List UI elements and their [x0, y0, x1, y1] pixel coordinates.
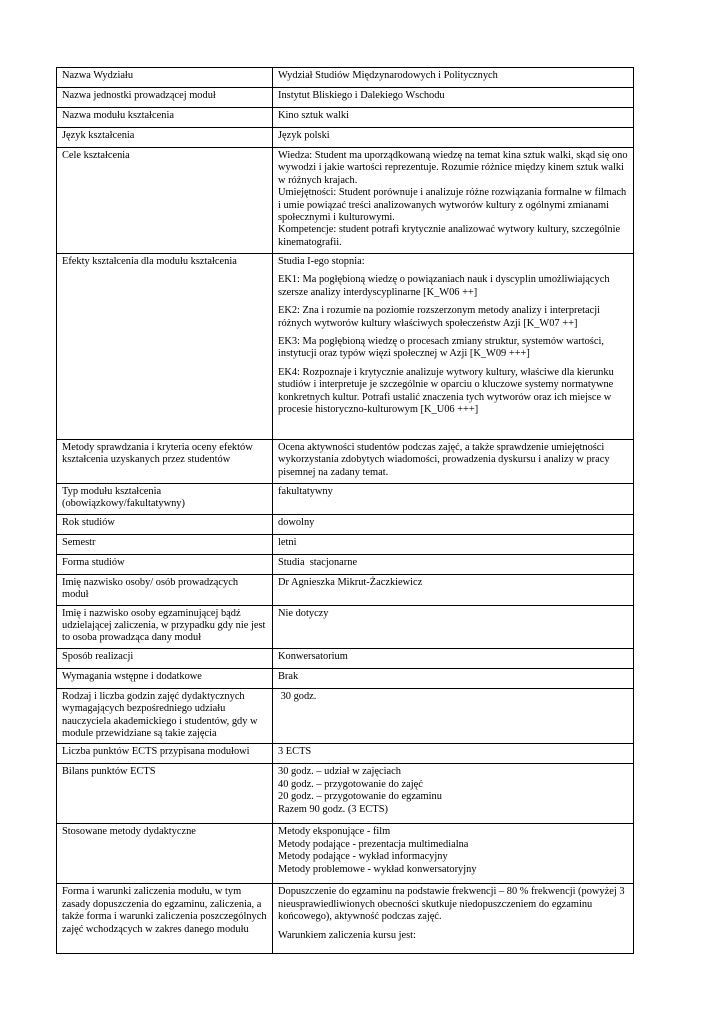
row-value: fakultatywny [273, 484, 634, 515]
row-value: Brak [273, 668, 634, 688]
row-value: Dr Agnieszka Mikrut-Żaczkiewicz [273, 574, 634, 605]
value-paragraph: EK1: Ma pogłębioną wiedzę o powiązaniach nauk i dyscyplin umożliwiających szersze analizy interdyscyplinarne [K_W06 ++] [278, 274, 610, 298]
row-value [273, 254, 634, 440]
table-row [57, 534, 634, 554]
row-label: Forma studiów [57, 554, 273, 574]
row-label: Rodzaj i liczba godzin zajęć dydaktycznych wymagających bezpośredniego udziału nauczyciela akademickiego i studentów, gdy w module przewidziane są takie zajęcia [57, 688, 273, 744]
table-row [57, 88, 634, 108]
row-value: 30 godz. [273, 688, 634, 744]
syllabus-table [56, 67, 634, 954]
row-label: Stosowane metody dydaktyczne [57, 824, 273, 884]
row-label: Liczba punktów ECTS przypisana modułowi [57, 744, 273, 764]
row-label: Efekty kształcenia dla modułu kształcenia [57, 254, 273, 440]
row-value: Język polski [273, 128, 634, 148]
row-label: Metody sprawdzania i kryteria oceny efektów kształcenia uzyskanych przez studentów [57, 440, 273, 484]
table-row [57, 128, 634, 148]
table-row [57, 554, 634, 574]
value-line: Umiejętności: Student porównuje i analizuje różne rozwiązania formalne w filmach i umie powiązać treści analizowanych wytworów kultury z ogólnymi zmianami społecznymi i kulturowymi. [278, 187, 627, 224]
row-value: Wydział Studiów Międzynarodowych i Politycznych [273, 68, 634, 88]
row-value [273, 148, 634, 254]
row-value: Konwersatorium [273, 648, 634, 668]
value-line: Metody problemowe - wykład konwersatoryjny [278, 863, 477, 875]
row-value [273, 824, 634, 884]
value-paragraph: EK3: Ma pogłębioną wiedzę o procesach zmiany struktur, systemów wartości, instytucji oraz typów więzi społecznej w Azji [K_W09 +++] [278, 336, 604, 360]
row-label: Wymagania wstępne i dodatkowe [57, 668, 273, 688]
table-row [57, 648, 634, 668]
table-row [57, 440, 634, 484]
value-line: 40 godz. – przygotowanie do zajęć [278, 778, 423, 790]
table-row [57, 148, 634, 254]
row-label: Imię nazwisko osoby/ osób prowadzących moduł [57, 574, 273, 605]
row-label: Imię i nazwisko osoby egzaminującej bądź udzielającej zaliczenia, w przypadku gdy nie jest to osoba prowadząca dany moduł [57, 605, 273, 648]
value-paragraph: Warunkiem zaliczenia kursu jest: [278, 929, 416, 941]
row-value: letni [273, 534, 634, 554]
table-row [57, 574, 634, 605]
row-value [273, 764, 634, 824]
value-paragraph: EK4: Rozpoznaje i krytycznie analizuje wytwory kultury, właściwe dla kierunku studiów i interpretuje je szczególnie w oparciu o kluczowe systemy normatywne konkretnych kultur. Potrafi ustalić znaczenia tych wytworów oraz ich miejsce w procesie historyczno-kulturowym [K_U06 +++] [278, 366, 614, 416]
value-paragraph: EK2: Zna i rozumie na poziomie rozszerzonym metody analizy i interpretacji różnych wytworów kultury właściwych społeczeństw Azji [K_W07 ++] [278, 305, 600, 329]
row-label: Nazwa jednostki prowadzącej moduł [57, 88, 273, 108]
row-value: Kino sztuk walki [273, 108, 634, 128]
table-row [57, 884, 634, 954]
value-line: Kompetencje: student potrafi krytycznie analizować wytwory kultury, szczególnie kinematografii. [278, 224, 621, 248]
table-row [57, 68, 634, 88]
row-value: Nie dotyczy [273, 605, 634, 648]
value-line: Metody podające - wykład informacyjny [278, 851, 448, 863]
row-label: Bilans punktów ECTS [57, 764, 273, 824]
row-value [273, 884, 634, 954]
row-value: Ocena aktywności studentów podczas zajęć, a także sprawdzenie umiejętności wykorzystania zdobytych wiadomości, prowadzenia dyskursu i analizy w pracy pisemnej na zadany temat. [273, 440, 634, 484]
row-label: Nazwa Wydziału [57, 68, 273, 88]
table-row [57, 484, 634, 515]
row-label: Rok studiów [57, 514, 273, 534]
value-line: Metody podające - prezentacja multimedialna [278, 838, 469, 850]
value-paragraph: Dopuszczenie do egzaminu na podstawie frekwencji – 80 % frekwencji (powyżej 3 nieusprawiedliwionych obecności skutkuje niedopuszczeniem do egzaminu końcowego), aktywność podczas zajęć. [278, 886, 625, 923]
table-row [57, 668, 634, 688]
value-line: Razem 90 godz. (3 ECTS) [278, 803, 388, 815]
table-row [57, 764, 634, 824]
row-value: Studia stacjonarne [273, 554, 634, 574]
row-label: Język kształcenia [57, 128, 273, 148]
row-value: 3 ECTS [273, 744, 634, 764]
table-body [57, 68, 634, 954]
table-row [57, 108, 634, 128]
row-label: Nazwa modułu kształcenia [57, 108, 273, 128]
row-label: Cele kształcenia [57, 148, 273, 254]
table-row [57, 514, 634, 534]
row-label: Forma i warunki zaliczenia modułu, w tym zasady dopuszczenia do egzaminu, zaliczenia, a także forma i warunki zaliczenia poszczególnych zajęć wchodzących w zakres danego modułu [57, 884, 273, 954]
value-line: 30 godz. – udział w zajęciach [278, 766, 401, 778]
table-row [57, 688, 634, 744]
row-label: Semestr [57, 534, 273, 554]
table-row [57, 744, 634, 764]
row-value: Instytut Bliskiego i Dalekiego Wschodu [273, 88, 634, 108]
row-label: Sposób realizacji [57, 648, 273, 668]
value-paragraph: Studia I-ego stopnia: [278, 256, 365, 267]
table-row [57, 824, 634, 884]
row-value: dowolny [273, 514, 634, 534]
table-row [57, 605, 634, 648]
value-line: 20 godz. – przygotowanie do egzaminu [278, 791, 442, 803]
table-row [57, 254, 634, 440]
value-line: Wiedza: Student ma uporządkowaną wiedzę na temat kina sztuk walki, skąd się ono wywodzi i jakie wartości reprezentuje. Rozumie różnice między kinem sztuk walki w różnych krajach. [278, 150, 628, 186]
row-label: Typ modułu kształcenia (obowiązkowy/fakultatywny) [57, 484, 273, 515]
value-line: Metody eksponujące - film [278, 826, 391, 838]
